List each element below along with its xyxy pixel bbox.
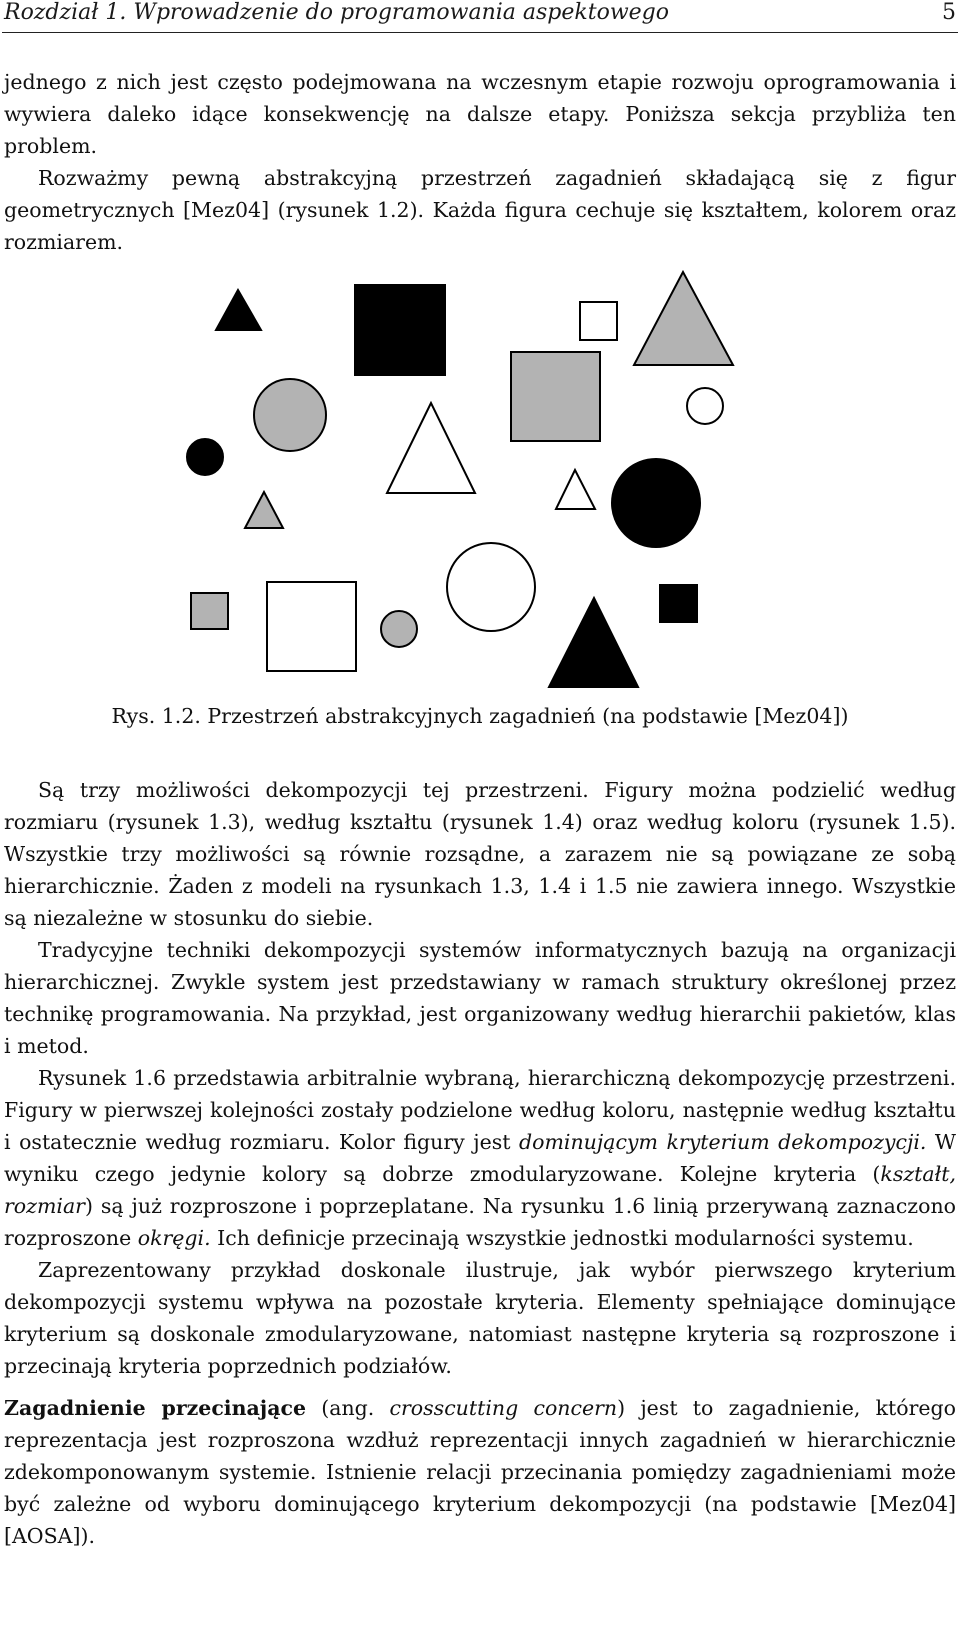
triangle-large-white <box>387 403 475 493</box>
circle-small-white <box>687 388 723 424</box>
circle-large-black <box>612 459 700 547</box>
p3-italic-circles: okręgi. <box>137 1226 211 1250</box>
header-rule <box>2 32 958 33</box>
shapes-svg <box>0 260 960 720</box>
intro-paragraph-continued: jednego z nich jest często podejmowana na wczesnym etapie rozwoju oprogramowania i wywiera daleko idące konsekwencję na dalsze etapy. Poniższa sekcja przybliża ten problem. <box>4 70 956 158</box>
triangle-small-black <box>216 290 261 330</box>
square-small-white <box>580 302 617 340</box>
p3-italic-dominant: dominującym kryterium dekompozycji. <box>519 1130 927 1154</box>
paragraph-example: Zaprezentowany przykład doskonale ilustruje, jak wybór pierwszego kryterium dekompozycji systemu wpływa na pozostałe kryteria. Elementy spełniające dominujące kryterium są doskonale zmodularyzowane, natomiast następne kryteria są rozproszone i przecinają kryteria poprzednich podziałów. <box>4 1258 956 1378</box>
triangle-small-white <box>556 470 595 509</box>
paragraph-decomposition: Są trzy możliwości dekompozycji tej przestrzeni. Figury można podzielić według rozmiaru (rysunek 1.3), według kształtu (rysunek 1.4) oraz według koloru (rysunek 1.5). Wszystkie trzy możliwości są równie rozsądne, a zarazem nie są powiązane ze sobą hierarchicznie. Żaden z modeli na rysunkach 1.3, 1.4 i 1.5 nie zawiera innego. Wszystkie są niezależne w stosunku do siebie. <box>4 778 956 930</box>
triangle-large-gray <box>634 272 733 365</box>
definition-text-a: (ang. <box>306 1396 390 1420</box>
figure-shapes <box>0 260 960 720</box>
square-large-gray <box>511 352 600 441</box>
circle-large-gray <box>254 379 326 451</box>
square-large-white <box>267 582 356 671</box>
paragraph-traditional: Tradycyjne techniki dekompozycji systemów informatycznych bazują na organizacji hierarchicznej. Zwykle system jest przedstawiany w ramach struktury określonej przez technikę programowania. Na przykład, jest organizowany według hierarchii pakietów, klas i metod. <box>4 938 956 1058</box>
definition-term: Zagadnienie przecinające <box>4 1396 307 1420</box>
p3-italic-criteria: kształt, rozmiar <box>4 1162 956 1218</box>
main-text <box>4 774 956 1552</box>
square-small-black <box>660 585 697 622</box>
definition-paragraph <box>4 1392 956 1552</box>
p3-text-b: W wyniku czego jedynie kolory są dobrze zmodularyzowane. Kolejne kryteria ( <box>4 1130 956 1186</box>
intro-text <box>4 66 956 258</box>
figure-caption: Rys. 1.2. Przestrzeń abstrakcyjnych zagadnień (na podstawie [Mez04]) <box>111 704 849 728</box>
circle-small-black <box>187 439 223 475</box>
p3-text-a: Rysunek 1.6 przedstawia arbitralnie wybraną, hierarchiczną dekompozycję przestrzeni. Figury w pierwszej kolejności zostały podzielone według koloru, następnie według kształtu i ostatecznie według rozmiaru. Kolor figury jest <box>4 1066 956 1154</box>
definition-italic-english: crosscutting concern <box>389 1396 618 1420</box>
p3-text-c: ) są już rozproszone i poprzeplatane. Na rysunku 1.6 linią przerywaną zaznaczono rozproszone <box>4 1194 956 1250</box>
square-large-black <box>355 285 445 375</box>
circle-small-gray <box>381 611 417 647</box>
triangle-large-black <box>549 598 638 687</box>
triangle-small-gray <box>245 492 283 528</box>
p3-text-d: Ich definicje przecinają wszystkie jednostki modularności systemu. <box>210 1226 914 1250</box>
running-header <box>4 0 956 30</box>
paragraph-figure-1-6 <box>4 1062 956 1254</box>
chapter-title: Rozdział 1. Wprowadzenie do programowania aspektowego <box>4 0 670 25</box>
intro-paragraph-figures: Rozważmy pewną abstrakcyjną przestrzeń zagadnień składającą się z figur geometrycznych [Mez04] (rysunek 1.2). Każda figura cechuje się kształtem, kolorem oraz rozmiarem. <box>4 166 956 254</box>
circle-large-white <box>447 543 535 631</box>
square-small-gray <box>191 593 228 629</box>
page-number: 5 <box>942 0 956 25</box>
definition-text-b: ) jest to zagadnienie, którego reprezentacja jest rozproszona wzdłuż reprezentacji innych zagadnień w hierarchicznie zdekomponowanym systemie. Istnienie relacji przecinania pomiędzy zagadnieniami może być zależne od wyboru dominującego kryterium dekompozycji (na podstawie [Mez04][AOSA]). <box>4 1396 956 1548</box>
